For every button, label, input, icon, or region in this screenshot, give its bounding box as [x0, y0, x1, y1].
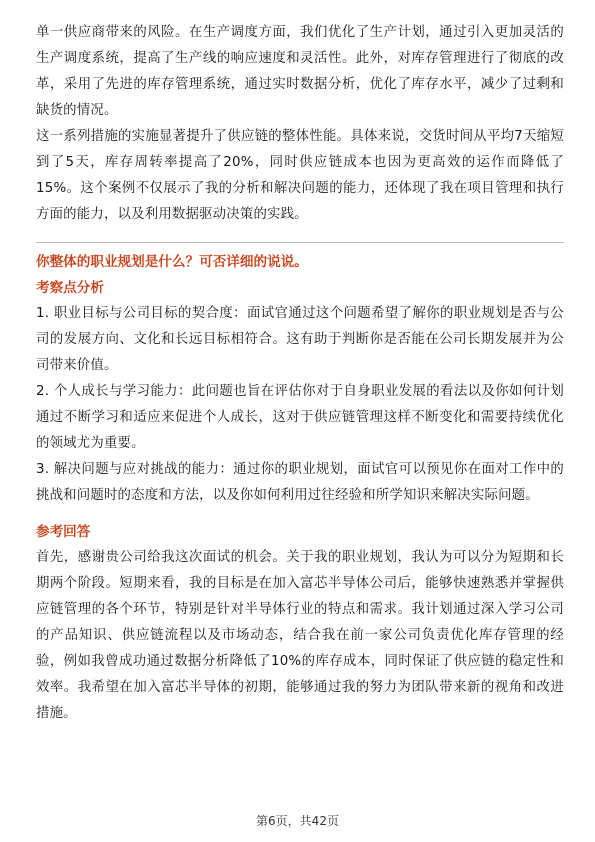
answer-heading: 参考回答 [36, 524, 91, 540]
page-number-footer: 第6页，共42页 [256, 814, 339, 828]
section-divider [36, 242, 564, 243]
analysis-heading: 考察点分析 [36, 280, 104, 296]
interview-question: 你整体的职业规划是什么？可否详细的说说。 [36, 254, 308, 270]
answer-paragraph: 首先，感谢贵公司给我这次面试的机会。关于我的职业规划，我认为可以分为短期和长期两个阶段。短期来看，我的目标是在加入富芯半导体公司后，能够快速熟悉并掌握供应链管理的各个环节，特别是针对半导体行业的特点和需求。我计划通过深入学习公司的产品知识、供应链流程以及市场动态，结合我在前一家公司负责优化库存管理的经验，例如我曾成功通过数据分析降低了10%的库存成本，同时保证了供应链的稳定性和效率。我希望在加入富芯半导体的初期，能够通过我的努力为团队带来新的视角和改进措施。 [36, 550, 564, 721]
intro-paragraph-2: 这一系列措施的实施显著提升了供应链的整体性能。具体来说，交货时间从平均7天缩短到了5天，库存周转率提高了20%，同时供应链成本也因为更高效的运作而降低了15%。这个案例不仅展示了我的分析和解决问题的能力，还体现了我在项目管理和执行方面的能力，以及利用数据驱动决策的实践。 [36, 129, 564, 222]
analysis-point-2: 2. 个人成长与学习能力：此问题也旨在评估你对于自身职业发展的看法以及你如何计划通过不断学习和适应来促进个人成长，这对于供应链管理这样不断变化和需要持续优化的领域尤为重要。 [36, 384, 564, 451]
intro-paragraph-1: 单一供应商带来的风险。在生产调度方面，我们优化了生产计划，通过引入更加灵活的生产调度系统，提高了生产线的响应速度和灵活性。此外，对库存管理进行了彻底的改革，采用了先进的库存管理系统，通过实时数据分析，优化了库存水平，减少了过剩和缺货的情况。 [36, 25, 564, 118]
analysis-point-1: 1. 职业目标与公司目标的契合度：面试官通过这个问题希望了解你的职业规划是否与公司的发展方向、文化和长远目标相符合。这有助于判断你是否能在公司长期发展并为公司带来价值。 [36, 306, 564, 373]
analysis-point-3: 3. 解决问题与应对挑战的能力：通过你的职业规划，面试官可以预见你在面对工作中的挑战和问题时的态度和方法，以及你如何利用过往经验和所学知识来解决实际问题。 [36, 462, 564, 503]
document-page [36, 20, 564, 727]
